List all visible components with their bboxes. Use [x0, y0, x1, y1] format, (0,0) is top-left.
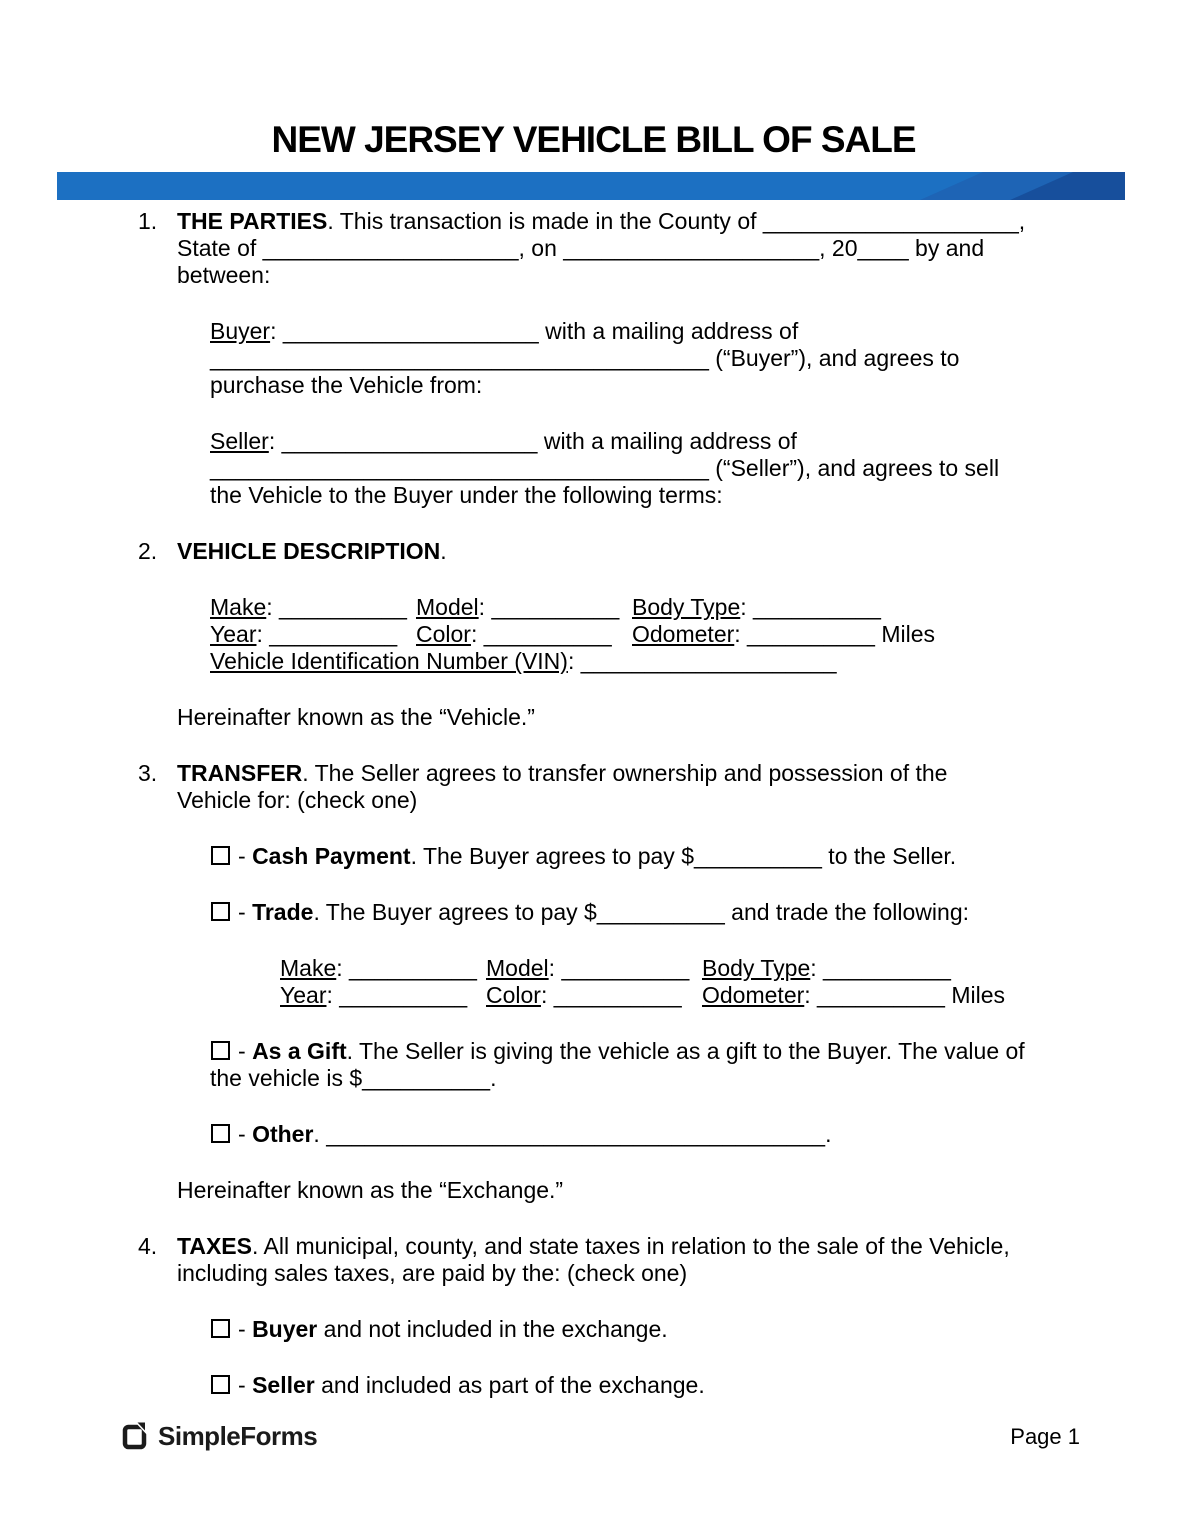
simpleforms-brand: [122, 1421, 317, 1451]
county-blank[interactable]: ____________________: [762, 208, 1019, 234]
taxes-buyer-text: and not included in the exchange.: [317, 1316, 668, 1342]
buyer-text: :: [270, 318, 283, 344]
section-parties: [138, 208, 1077, 289]
buyer-paragraph: [210, 318, 1077, 399]
other-line: [210, 1121, 1077, 1148]
trade-vehicle-row-1: [280, 955, 1077, 982]
field-colon: :: [540, 982, 554, 1008]
cash-payment-option: [210, 843, 1077, 870]
other-text: .: [313, 1121, 327, 1147]
taxes-seller-checkbox[interactable]: [211, 1375, 230, 1394]
parties-text: State of: [177, 235, 263, 261]
field-colon: :: [804, 982, 818, 1008]
trade-make-label: Make: [280, 955, 337, 981]
parties-text: ,: [1018, 208, 1026, 234]
trade-vehicle-row-2: [280, 982, 1077, 1009]
make-blank[interactable]: __________: [279, 594, 407, 620]
seller-label: Seller: [210, 428, 269, 454]
taxes-buyer-option: [210, 1316, 1077, 1343]
body-type-blank[interactable]: __________: [753, 594, 881, 620]
taxes-buyer-line: [210, 1316, 1077, 1343]
section-number: 4.: [138, 1233, 158, 1259]
seller-line-3: [210, 482, 1077, 509]
seller-text: :: [268, 428, 282, 454]
section-number: 3.: [138, 760, 158, 786]
taxes-text: . All municipal, county, and state taxes in relation to the sale of the Vehicle,: [251, 1233, 1010, 1259]
trade-text: . The Buyer agrees to pay $: [313, 899, 597, 925]
field-colon: :: [810, 955, 824, 981]
gift-label: As a Gift: [252, 1038, 347, 1064]
other-text: .: [825, 1121, 832, 1147]
simpleforms-brand-text: SimpleForms: [158, 1420, 318, 1451]
year-field-blank[interactable]: __________: [269, 621, 398, 647]
option-dash: -: [238, 1372, 253, 1398]
hereinafter-vehicle: [177, 704, 1077, 731]
other-label: Other: [252, 1121, 314, 1147]
field-colon: :: [740, 594, 754, 620]
field-colon: :: [470, 621, 484, 647]
taxes-buyer-checkbox[interactable]: [211, 1319, 230, 1338]
parties-text: between:: [177, 262, 271, 288]
seller-name-blank[interactable]: ____________________: [281, 428, 538, 454]
option-dash: -: [238, 1121, 253, 1147]
document-body: [138, 208, 1077, 1428]
trade-odometer-blank[interactable]: __________: [817, 982, 945, 1008]
taxes-line-1: [138, 1233, 1077, 1260]
taxes-buyer-label: Buyer: [252, 1316, 318, 1342]
parties-text: . This transaction is made in the County of: [327, 208, 763, 234]
simpleforms-logo-icon: [122, 1421, 149, 1451]
model-blank[interactable]: __________: [491, 594, 620, 620]
seller-line-2: [210, 455, 1077, 482]
seller-text: the Vehicle to the Buyer under the following terms:: [210, 482, 723, 508]
gift-value-blank[interactable]: __________: [362, 1065, 491, 1091]
trade-model-blank[interactable]: __________: [561, 955, 690, 981]
field-colon: :: [478, 594, 492, 620]
option-dash: -: [238, 899, 253, 925]
section-transfer: [138, 760, 1077, 814]
cash-payment-checkbox[interactable]: [211, 846, 230, 865]
option-dash: -: [238, 843, 253, 869]
taxes-seller-label: Seller: [252, 1372, 315, 1398]
page-footer: [122, 1421, 1080, 1451]
cash-amount-blank[interactable]: __________: [694, 843, 822, 869]
field-colon: :: [734, 621, 748, 647]
field-colon: :: [548, 955, 562, 981]
field-colon: :: [256, 621, 270, 647]
parties-line-1: [138, 208, 1077, 235]
trade-year-label: Year: [280, 982, 327, 1008]
hereinafter-exchange: [177, 1177, 1077, 1204]
trade-body-type-label: Body Type: [702, 955, 811, 981]
trade-model-label: Model: [486, 955, 549, 981]
color-label: Color: [416, 621, 471, 647]
other-blank[interactable]: _______________________________________: [326, 1121, 826, 1147]
buyer-text: purchase the Vehicle from:: [210, 372, 483, 398]
year-blank[interactable]: ____: [857, 235, 909, 261]
parties-text: , on: [518, 235, 564, 261]
heading-period: .: [440, 538, 447, 564]
gift-text: .: [490, 1065, 497, 1091]
buyer-text: (“Buyer”), and agrees to: [708, 345, 960, 371]
buyer-text: with a mailing address of: [538, 318, 799, 344]
field-colon: :: [326, 982, 340, 1008]
odometer-label: Odometer: [632, 621, 735, 647]
vin-blank[interactable]: ____________________: [580, 648, 837, 674]
seller-line-1: [210, 428, 1077, 455]
trade-label: Trade: [252, 899, 314, 925]
buyer-line-2: [210, 345, 1077, 372]
section-number: 2.: [138, 538, 158, 564]
gift-text: the vehicle is $: [210, 1065, 363, 1091]
vehicle-row-1: [210, 594, 1077, 621]
trade-amount-blank[interactable]: __________: [596, 899, 725, 925]
trade-vehicle-fields: [280, 955, 1077, 1009]
body-type-label: Body Type: [632, 594, 741, 620]
transfer-line-1: [138, 760, 1077, 787]
trade-checkbox[interactable]: [211, 902, 230, 921]
taxes-text: including sales taxes, are paid by the: (check one): [177, 1260, 688, 1286]
seller-text: with a mailing address of: [537, 428, 797, 454]
hereinafter-vehicle-line: [177, 704, 1077, 731]
trade-color-label: Color: [486, 982, 541, 1008]
document-title: NEW JERSEY VEHICLE BILL OF SALE: [271, 119, 916, 160]
model-label: Model: [416, 594, 479, 620]
seller-text: (“Seller”), and agrees to sell: [708, 455, 1000, 481]
buyer-line-1: [210, 318, 1077, 345]
gift-line-2: [210, 1065, 1077, 1092]
hereinafter-exchange-line: [177, 1177, 1077, 1204]
buyer-line-3: [210, 372, 1077, 399]
option-dash: -: [238, 1316, 253, 1342]
vehicle-fields: [210, 594, 1077, 675]
seller-paragraph: [210, 428, 1077, 509]
vehicle-row-2: [210, 621, 1077, 648]
parties-line-2: [177, 235, 1077, 262]
section-transfer-heading: TRANSFER: [177, 760, 303, 786]
trade-text: and trade the following:: [724, 899, 969, 925]
trade-odometer-label: Odometer: [702, 982, 805, 1008]
buyer-address-blank[interactable]: _______________________________________: [210, 345, 709, 371]
hereinafter-exchange-text: Hereinafter known as the “Exchange.”: [177, 1177, 564, 1203]
field-colon: :: [266, 594, 280, 620]
parties-text: , 20: [819, 235, 858, 261]
cash-payment-label: Cash Payment: [252, 843, 411, 869]
trade-line: [210, 899, 1077, 926]
make-label: Make: [210, 594, 267, 620]
gift-option: [210, 1038, 1077, 1092]
field-colon: :: [336, 955, 350, 981]
taxes-seller-option: [210, 1372, 1077, 1399]
trade-option: [210, 899, 1077, 926]
miles-label: Miles: [944, 982, 1006, 1008]
section-taxes: [138, 1233, 1077, 1287]
page-number: Page 1: [1010, 1423, 1080, 1449]
vin-label: Vehicle Identification Number (VIN): [210, 648, 568, 674]
parties-text: by and: [908, 235, 985, 261]
trade-color-blank[interactable]: __________: [553, 982, 682, 1008]
option-dash: -: [238, 1038, 253, 1064]
buyer-label: Buyer: [210, 318, 271, 344]
other-option: [210, 1121, 1077, 1148]
header-accent-bar: [57, 172, 1125, 200]
field-colon: :: [567, 648, 581, 674]
year-label: Year: [210, 621, 257, 647]
miles-label: Miles: [874, 621, 936, 647]
section-taxes-heading: TAXES: [177, 1233, 252, 1259]
gift-line-1: [210, 1038, 1077, 1065]
gift-text: . The Seller is giving the vehicle as a gift to the Buyer. The value of: [346, 1038, 1025, 1064]
taxes-seller-text: and included as part of the exchange.: [314, 1372, 705, 1398]
section-vehicle-description-heading: VEHICLE DESCRIPTION: [177, 538, 441, 564]
transfer-text: Vehicle for: (check one): [177, 787, 418, 813]
buyer-name-blank[interactable]: ____________________: [282, 318, 539, 344]
section-parties-heading: THE PARTIES: [177, 208, 328, 234]
vehicle-row-3: [210, 648, 1077, 675]
date-blank[interactable]: ____________________: [563, 235, 820, 261]
taxes-seller-line: [210, 1372, 1077, 1399]
parties-line-3: [177, 262, 1077, 289]
cash-payment-line: [210, 843, 1077, 870]
section-number: 1.: [138, 208, 158, 234]
cash-payment-text: . The Buyer agrees to pay $: [410, 843, 694, 869]
section-vehicle-description: [138, 538, 1077, 565]
hereinafter-vehicle-text: Hereinafter known as the “Vehicle.”: [177, 704, 535, 730]
gift-checkbox[interactable]: [211, 1041, 230, 1060]
color-blank[interactable]: __________: [483, 621, 612, 647]
trade-body-type-blank[interactable]: __________: [823, 955, 951, 981]
trade-make-blank[interactable]: __________: [349, 955, 477, 981]
cash-payment-text: to the Seller.: [821, 843, 957, 869]
vehicle-description-heading-line: [138, 538, 1077, 565]
odometer-blank[interactable]: __________: [747, 621, 875, 647]
transfer-text: . The Seller agrees to transfer ownership and possession of the: [302, 760, 948, 786]
seller-address-blank[interactable]: _______________________________________: [210, 455, 709, 481]
state-blank[interactable]: ____________________: [262, 235, 519, 261]
taxes-line-2: [177, 1260, 1077, 1287]
transfer-line-2: [177, 787, 1077, 814]
trade-year-blank[interactable]: __________: [339, 982, 468, 1008]
other-checkbox[interactable]: [211, 1124, 230, 1143]
